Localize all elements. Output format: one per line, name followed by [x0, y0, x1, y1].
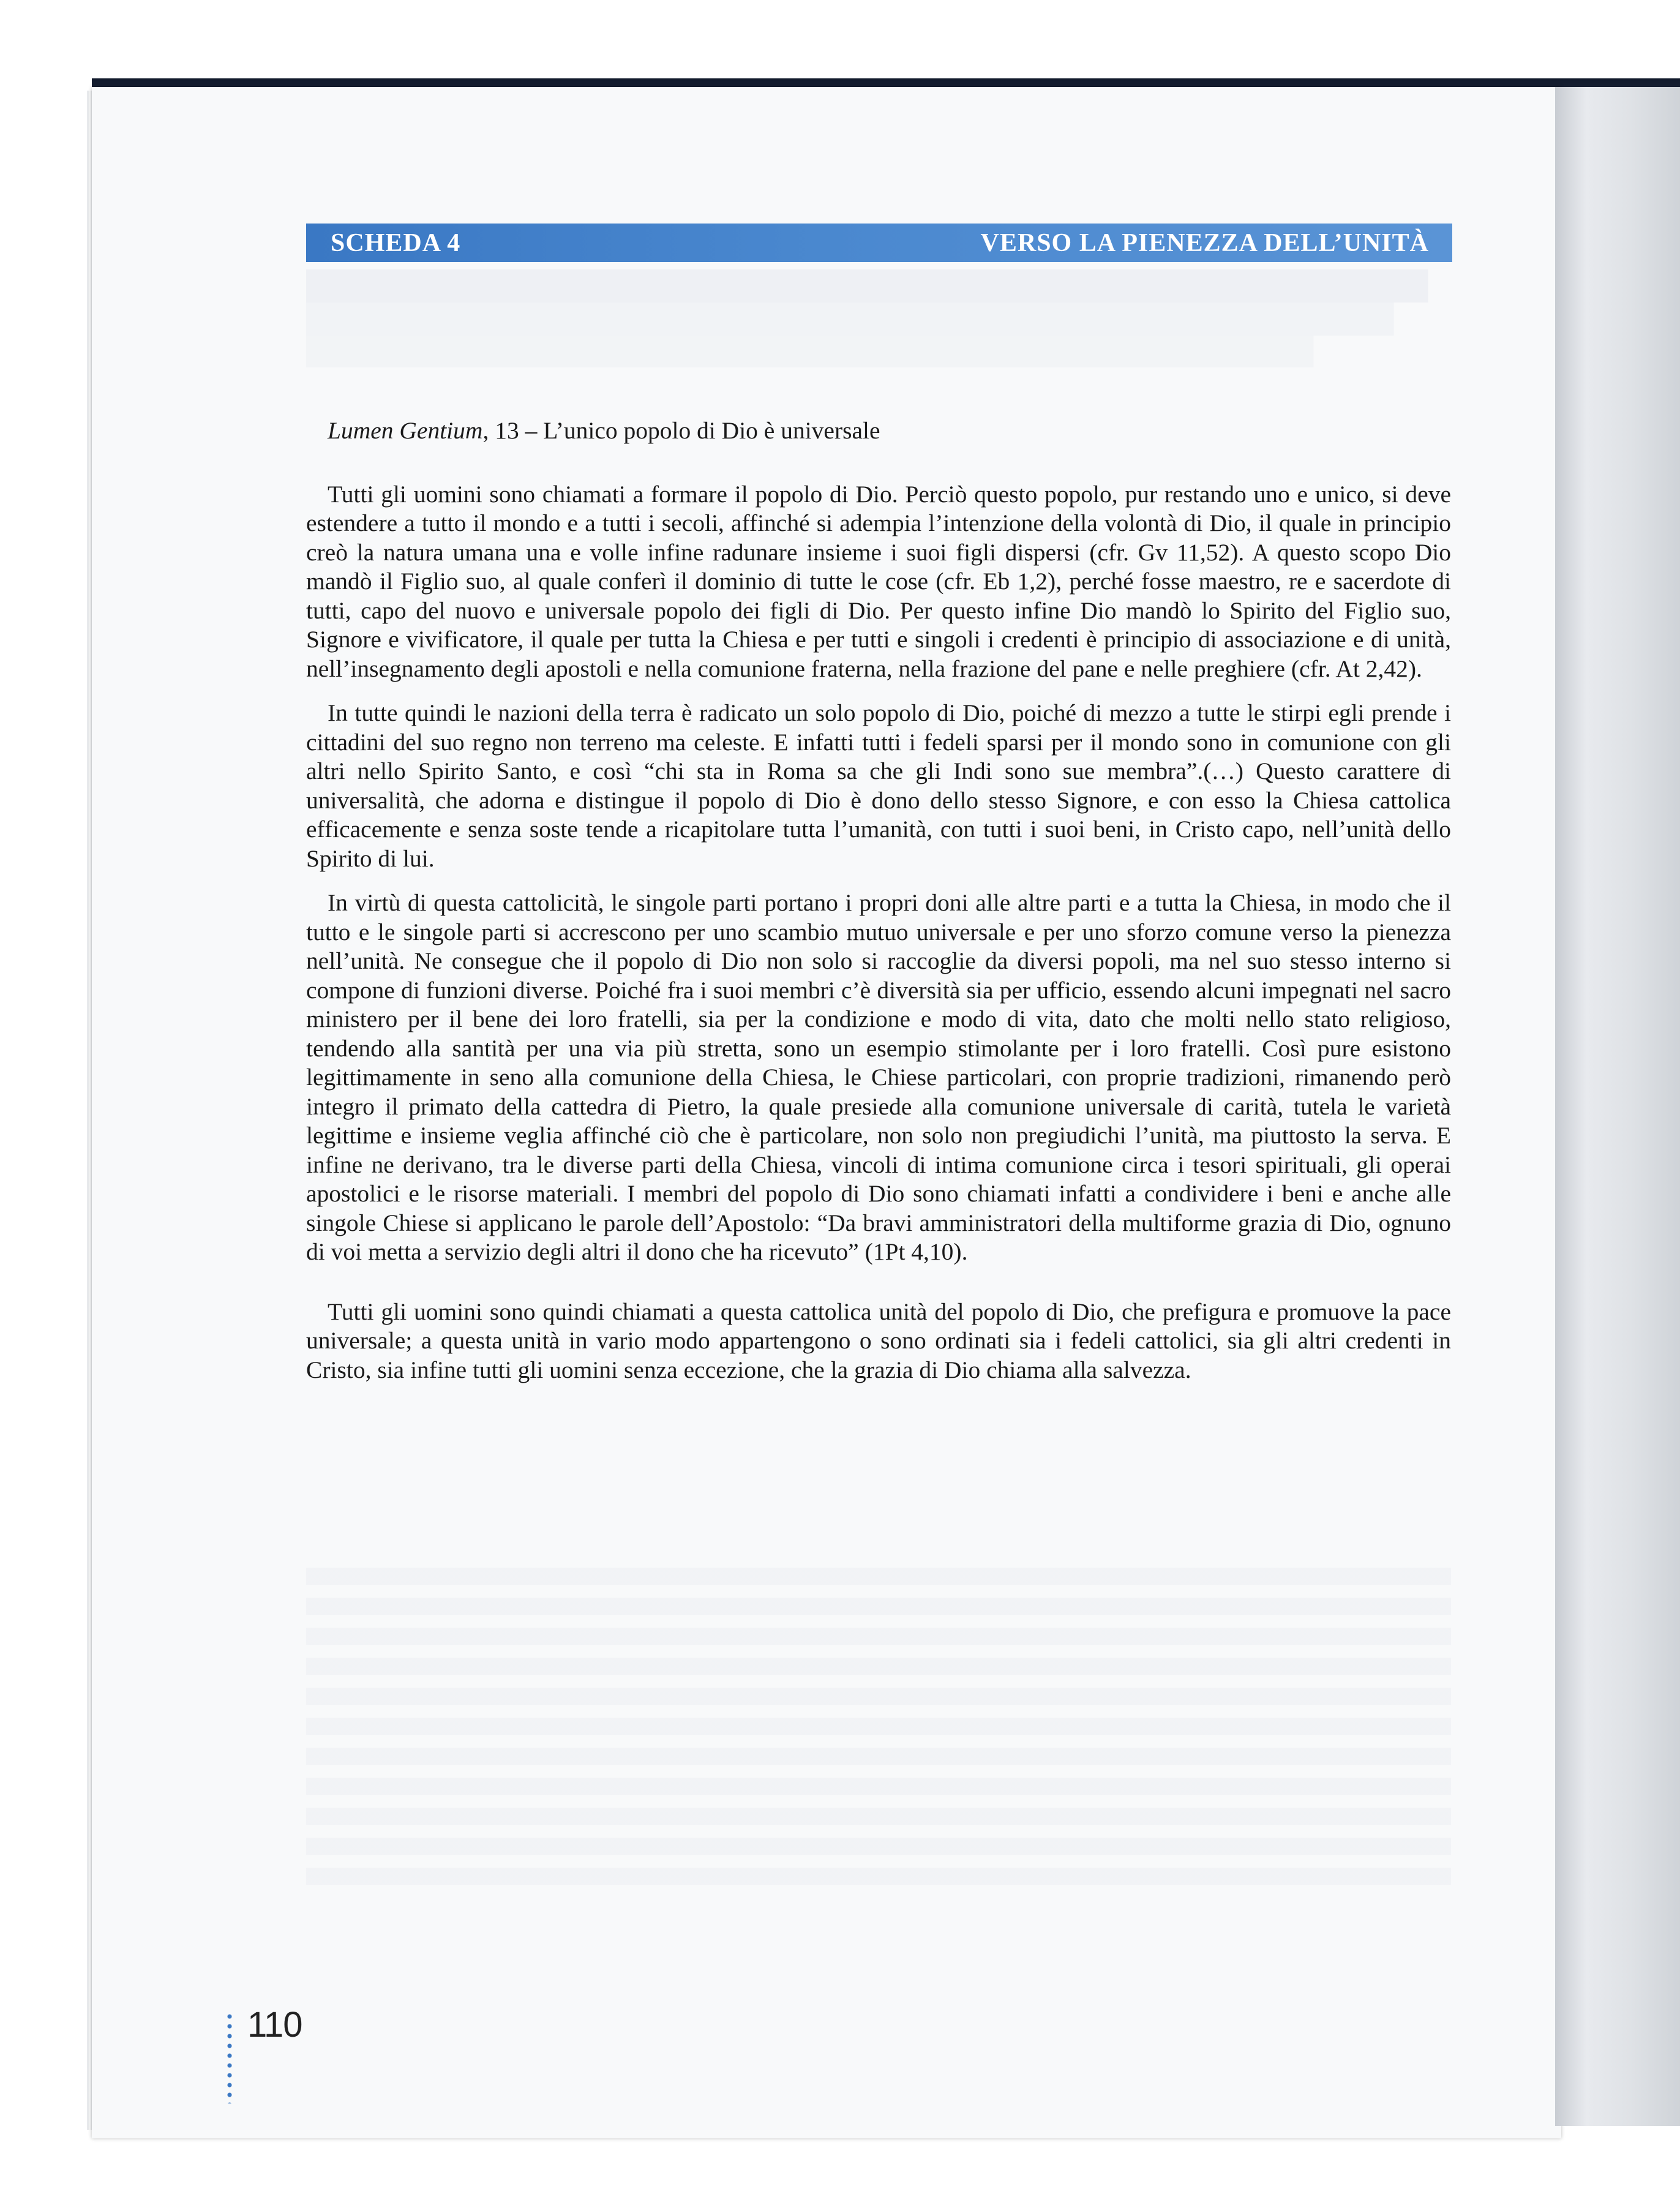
- page-number: 110: [247, 2005, 302, 2045]
- document-body: [306, 416, 1451, 1400]
- paragraph-4: Tutti gli uomini sono quindi chiamati a questa cattolica unità del popolo di Dio, che prefigura e promuove la pace universale; a questa unità in vario modo appartengono o sono ordinati sia i fedeli cattolici, sia gli altri credenti in Cristo, sia infine tutti gli uomini senza eccezione, che la grazia di Dio chiama alla salvezza.: [306, 1298, 1451, 1383]
- section-header-bar: [306, 224, 1452, 262]
- section-title: VERSO LA PIENEZZA DELL’UNITÀ: [980, 229, 1429, 257]
- source-title-italic: Lumen Gentium: [328, 417, 483, 444]
- paragraph-2: In tutte quindi le nazioni della terra è radicato un solo popolo di Dio, poiché di mezzo a tutte le stirpi egli prende i cittadini del suo regno non terreno ma celeste. E infatti tutti i fedeli sparsi per il mondo sono in comunione con gli altri nello Spirito Santo, e così “chi sta in Roma sa che gli Indi sono sue membra”.(…) Questo carattere di universalità, che adorna e distingue il popolo di Dio è dono dello stesso Signore, e con esso la Chiesa cattolica efficacemente e senza soste tende a ricapitolare tutta l’umanità, con tutti i suoi beni, in Cristo capo, nell’unità dello Spirito di lui.: [306, 699, 1451, 872]
- dotted-line-icon: [227, 2012, 233, 2103]
- section-label: SCHEDA 4: [331, 229, 461, 257]
- paragraph-1: Tutti gli uomini sono chiamati a formare il popolo di Dio. Perciò questo popolo, pur restando uno e unico, si deve estendere a tutto il mondo e a tutti i secoli, affinché si adempia l’intenzione della volontà di Dio, il quale in principio creò la natura umana una e volle infine radunare insieme i suoi figli dispersi (cfr. Gv 11,52). A questo scopo Dio mandò il Figlio suo, al quale conferì il dominio di tutte le cose (cfr. Eb 1,2), perché fosse maestro, re e sacerdote di tutti, capo del nuovo e universale popolo dei figli di Dio. Per questo infine Dio mandò lo Spirito del Figlio suo, Signore e vivificatore, il quale per tutta la Chiesa e per tutti e singoli i credenti è principio di associazione e di unità, nell’insegnamento degli apostoli e nella comunione fraterna, nella frazione del pane e nelle preghiere (cfr. At 2,42).: [306, 480, 1451, 682]
- page-gutter: [1555, 87, 1680, 2126]
- source-title-rest: , 13 – L’unico popolo di Dio è universale: [482, 417, 880, 444]
- bleed-through-text: [306, 269, 1451, 367]
- bleed-through-text-lower: [306, 1568, 1451, 1886]
- paragraph-3: In virtù di questa cattolicità, le singole parti portano i propri doni alle altre parti e a tutta la Chiesa, in modo che il tutto e le singole parti si accrescono per uno scambio mutuo universale e per uno sforzo comune verso la pienezza nell’unità. Ne consegue che il popolo di Dio non solo si raccoglie da diversi popoli, ma nel suo stesso interno si compone di funzioni diverse. Poiché fra i suoi membri c’è diversità sia per ufficio, essendo alcuni impegnati nel sacro ministero per il bene dei loro fratelli, sia per la condizione e modo di vita, dato che molti nello stato religioso, tendendo alla santità per una via più stretta, sono un esempio stimolante per i loro fratelli. Così pure esistono legittimamente in seno alla comunione della Chiesa, le Chiese particolari, con proprie tradizioni, rimanendo però integro il primato della cattedra di Pietro, la quale presiede alla comunione universale di carità, tutela le varietà legittime e insieme veglia affinché ciò che è particolare, non solo non pregiudichi l’unità, ma piuttosto la serva. E infine ne derivano, tra le diverse parti della Chiesa, vincoli di intima comunione circa i tesori spirituali, gli operai apostolici e le risorse materiali. I membri del popolo di Dio sono chiamati infatti a condividere i beni e anche alle singole Chiese si applicano le parole dell’Apostolo: “Da bravi amministratori della multiforme grazia di Dio, ognuno di voi metta a servizio degli altri il dono che ha ricevuto” (1Pt 4,10).: [306, 889, 1451, 1265]
- source-heading: [328, 416, 1451, 446]
